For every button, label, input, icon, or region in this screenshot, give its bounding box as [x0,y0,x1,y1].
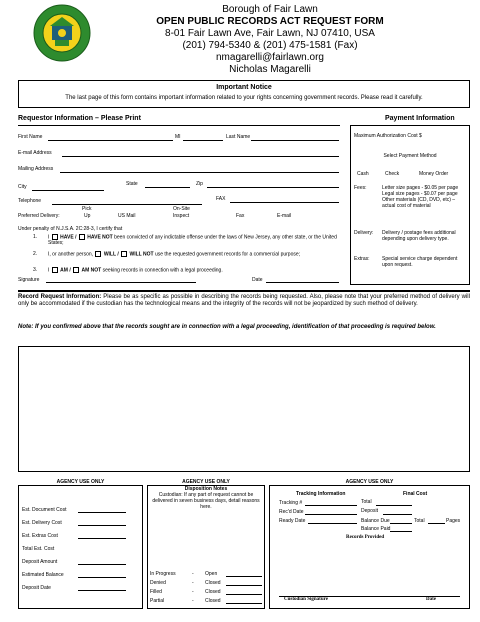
status-filled[interactable]: Filled [150,589,162,595]
recd-date-field[interactable] [305,514,357,515]
cert-3-prefix: I [48,267,50,274]
delivery-fee-label: Delivery: [354,230,374,236]
delivery-option-up[interactable]: Up [84,213,91,219]
total-pages-field[interactable] [428,523,445,524]
deposit-date-label: Deposit Date [22,585,51,591]
pages-label: Pages [446,518,461,524]
form-title: OPEN PUBLIC RECORDS ACT REQUEST FORM [156,16,384,27]
ready-date-field[interactable] [308,523,357,524]
notice-title: Important Notice [216,84,272,91]
fee-other: Other materials (CD, DVD, etc) – actual cost of material [382,197,456,209]
final-total-label: Total [361,499,372,505]
clerk-name: Nicholas Magarelli [229,64,311,75]
zip-field[interactable] [207,187,339,188]
signature-field[interactable] [46,282,196,283]
estimated-balance-label: Estimated Balance [22,572,64,578]
cert-2-text: use the requested government records for a commercial purpose; [154,251,301,258]
agency-box-2-title: AGENCY USE ONLY [182,479,230,485]
ready-date-label: Ready Date [279,518,306,524]
est-extras-cost-label: Est. Extras Cost [22,533,58,539]
city-field[interactable] [32,190,104,191]
fees-list [382,185,466,209]
important-notice-box [18,80,470,108]
first-name-field[interactable] [48,140,173,141]
record-request-label: Record Request Information: [18,294,102,300]
status-in-progress[interactable]: In Progress [150,571,176,577]
deposit-amount-label: Deposit Amount [22,559,58,565]
payment-money-order[interactable]: Money Order [419,171,449,177]
requestor-section-title: Requestor Information – Please Print [18,115,141,122]
delivery-fee-text: Delivery / postage fees additional depending upon delivery type. [382,230,456,242]
have-option: HAVE / [60,234,77,241]
last-name-field[interactable] [251,140,339,141]
tracking-number-field[interactable] [305,505,357,506]
estimated-balance-field[interactable] [78,577,126,578]
cert-3 [48,267,340,273]
am-not-option: AM NOT [81,267,102,274]
balance-paid-label: Balance Paid [361,526,391,532]
custodian-date-label: Date [426,597,436,602]
max-auth-label: Maximum Authorization Cost $ [354,133,422,139]
fax-label: FAX [216,196,226,202]
final-cost-title: Final Cost [403,491,428,497]
will-option: WILL / [103,251,119,258]
recd-date-label: Rec'd Date [279,509,304,515]
est-delivery-cost-label: Est. Delivery Cost [22,520,62,526]
am-option: AM / [60,267,71,274]
est-delivery-cost-field[interactable] [78,525,126,526]
cert-1-number: 1. [33,234,38,240]
extras-text: Special service charge dependent upon request. [382,256,458,268]
legal-proceeding-note: Note: If you confirmed above that the records sought are in connection with a legal proceeding, identification of that proceeding is required below. [18,324,436,330]
last-name-label: Last Name [226,134,251,140]
est-document-cost-label: Est. Document Cost [22,507,67,513]
record-request-info [18,294,470,308]
first-name-label: First Name [18,134,43,140]
agency-box-3-title: AGENCY USE ONLY [345,479,394,485]
state-label: State [126,181,138,187]
disposition-notes-title: Disposition Notes [184,486,228,492]
status-closed-2[interactable]: Closed [205,589,221,595]
final-total-field[interactable] [376,505,412,506]
status-open[interactable]: Open [205,571,218,577]
balance-due-field[interactable] [390,523,412,524]
org-name: Borough of Fair Lawn [222,4,318,15]
mi-label: MI [175,134,181,140]
email-field[interactable] [62,156,339,157]
est-document-cost-field[interactable] [78,512,126,513]
cert-1-text: been convicted of any indictable offense under the laws of New Jersey, any other state, or the United States; [48,234,337,247]
est-extras-cost-field[interactable] [78,538,126,539]
extras-label: Extras: [354,256,370,262]
status-closed-2-field[interactable] [226,594,262,595]
date-field[interactable] [266,282,339,283]
cert-3-number: 3. [33,267,38,273]
date-label: Date [252,277,263,283]
on-site-label: On-Site [173,206,190,212]
status-closed-1[interactable]: Closed [205,580,221,586]
total-est-cost-label: Total Est. Cost [22,546,55,552]
have-checkbox[interactable] [52,234,58,240]
delivery-option-us-mail[interactable]: US Mail [118,213,136,219]
status-dash-2: - [192,580,194,586]
delivery-option-fax[interactable]: Fax [236,213,245,219]
status-partial[interactable]: Partial [150,598,165,604]
status-open-field[interactable] [226,576,262,577]
final-deposit-label: Deposit [361,508,378,514]
cert-2 [48,251,340,257]
record-request-text: Please be as specific as possible in describing the records being requested. Also, please note that your preferred method of delivery will only be accommodated if the custodian has the technological means and the integrity of the records will not be jeopardized by such method of delivery. [18,294,470,307]
borough-seal [33,4,91,62]
telephone-field[interactable] [52,204,202,205]
delivery-option-email[interactable]: E-mail [277,213,292,219]
mi-field[interactable] [183,140,223,141]
select-payment-label: Select Payment Method [383,153,437,159]
will-checkbox[interactable] [95,251,101,257]
status-denied[interactable]: Denied [150,580,166,586]
have-not-option: HAVE NOT [87,234,113,241]
status-dash-3: - [192,589,194,595]
custodian-signature-label: Custodian Signature [284,597,328,602]
final-deposit-field[interactable] [383,514,412,515]
balance-paid-field[interactable] [390,531,412,532]
deposit-amount-field[interactable] [78,564,126,565]
cert-1-prefix: I [48,234,50,241]
payment-cash[interactable]: Cash [357,171,369,177]
fees-label: Fees: [354,185,367,191]
cert-2-number: 2. [33,251,38,257]
fax-field[interactable] [230,202,339,203]
org-email: nmagarelli@fairlawn.org [216,52,324,63]
penalty-statement: Under penalty of N.J.S.A. 2C:28-3, I certify that [18,226,123,232]
tracking-info-title: Tracking Information [296,491,346,497]
pick-label: Pick [82,206,92,212]
will-not-option: WILL NOT [129,251,154,258]
record-request-textarea[interactable] [18,346,470,472]
have-not-checkbox[interactable] [79,234,85,240]
org-phone: (201) 794-5340 & (201) 475-1581 (Fax) [182,40,358,51]
disposition-notes-text: Custodian: If any part of request cannot be delivered in seven business days, detail reasons here. [152,492,260,510]
tracking-number-label: Tracking # [279,500,303,506]
delivery-option-inspect[interactable]: Inspect [173,213,190,219]
fee-letter: Letter size pages - $0.05 per page [382,185,459,191]
status-closed-3[interactable]: Closed [205,598,221,604]
payment-section-title: Payment Information [385,115,455,122]
city-label: City [18,184,27,190]
notice-text: The last page of this form contains important information related to your rights concerning government records. Please read it carefully. [65,95,423,101]
am-not-checkbox[interactable] [73,267,79,273]
cert-1 [48,234,340,246]
org-address: 8-01 Fair Lawn Ave, Fair Lawn, NJ 07410, USA [165,28,375,39]
cert-2-prefix: I, or another person, [48,251,94,258]
state-field[interactable] [145,187,190,188]
mailing-address-label: Mailing Address [18,166,54,172]
status-dash-1: - [192,571,194,577]
am-checkbox[interactable] [52,267,58,273]
preferred-delivery-label: Preferred Delivery: [18,213,60,219]
records-provided-area[interactable] [279,542,460,596]
mailing-address-field[interactable] [60,172,339,173]
records-provided-label: Records Provided [346,535,385,540]
agency-box-1-title: AGENCY USE ONLY [56,479,105,485]
balance-due-label: Balance Due [361,518,390,524]
status-dash-4: - [192,598,194,604]
zip-label: Zip [196,181,203,187]
fee-legal: Legal size pages - $0.07 per page [382,191,458,197]
cert-3-text: seeking records in connection with a legal proceeding. [102,267,223,274]
telephone-label: Telephone [18,198,42,204]
will-not-checkbox[interactable] [121,251,127,257]
status-closed-3-field[interactable] [226,603,262,604]
status-closed-1-field[interactable] [226,585,262,586]
payment-check[interactable]: Check [385,171,400,177]
total-pages-label: Total [414,518,425,524]
signature-label: Signature [18,277,40,283]
deposit-date-field[interactable] [78,590,126,591]
email-label: E-mail Address [18,150,52,156]
